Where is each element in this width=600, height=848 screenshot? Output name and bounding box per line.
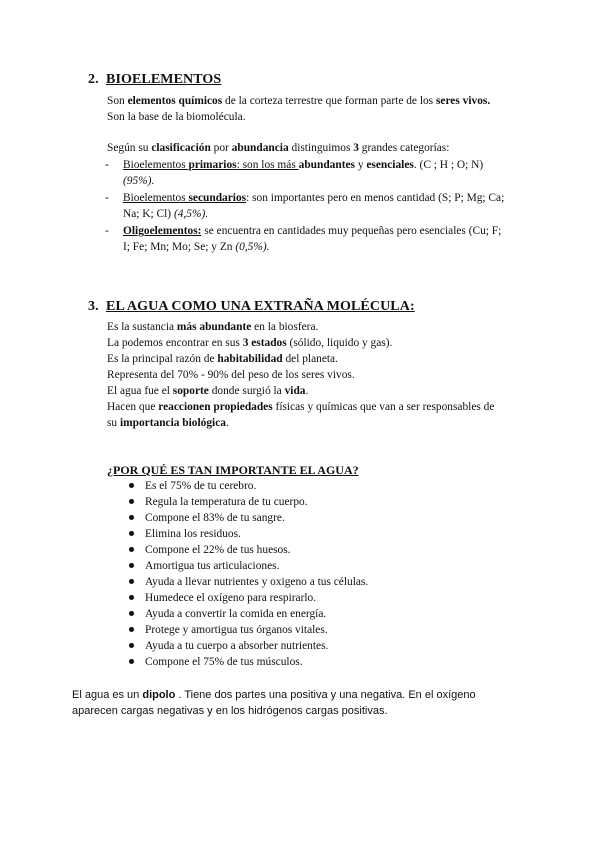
body-line-1 — [107, 319, 494, 335]
text: su — [107, 417, 120, 429]
bullet-dot-icon — [129, 643, 134, 648]
text: físicas y químicas que van a ser responsables de — [272, 401, 495, 413]
section-3-number: 3. — [88, 299, 99, 314]
dash-marker: - — [105, 225, 109, 237]
body-line-7 — [107, 415, 494, 431]
body-line-5 — [107, 383, 494, 399]
bold-text: primarios — [188, 159, 237, 171]
dash-marker: - — [105, 159, 109, 171]
italic-text: (95%). — [123, 175, 155, 187]
bullet-dot-icon — [129, 579, 134, 584]
dash-marker: - — [105, 192, 109, 204]
bold-text: abundancia — [231, 142, 289, 154]
bullet-dot-icon — [129, 515, 134, 520]
bullet-dot-icon — [129, 547, 134, 552]
text: Son — [107, 95, 128, 107]
bold-text: seres vivos. — [435, 95, 491, 107]
text: por — [210, 142, 232, 154]
bullet-item — [125, 494, 368, 510]
bullet-text: Ayuda a tu cuerpo a absorber nutrientes. — [145, 640, 329, 652]
bullet-text: Compone el 22% de tus huesos. — [145, 544, 291, 556]
bullet-item — [125, 478, 368, 494]
bold-text: 3 estados — [242, 337, 287, 349]
bold-text: reaccionen propiedades — [158, 401, 273, 413]
text: . — [225, 417, 229, 429]
text: Bioelementos — [123, 192, 189, 204]
text: (sólido, liquido y gas). — [286, 337, 393, 349]
text: aparecen cargas negativas y en los hidrógenos cargas positivas. — [72, 705, 388, 717]
bullet-item — [125, 622, 368, 638]
section-2-title: BIOELEMENTOS — [106, 72, 222, 87]
bullet-item — [125, 606, 368, 622]
bullet-text: Regula la temperatura de tu cuerpo. — [145, 496, 308, 508]
text: . (C ; H ; O; N) — [413, 159, 484, 171]
bullet-dot-icon — [129, 531, 134, 536]
bold-text: vida — [284, 385, 306, 397]
bold-text: secundarios — [188, 192, 247, 204]
intro-line-2: Son la base de la biomolécula. — [107, 111, 246, 123]
bullet-text: Elimina los residuos. — [145, 528, 241, 540]
list-item-secundarios — [105, 190, 545, 222]
bullet-dot-icon — [129, 611, 134, 616]
bullet-text: Compone el 75% de tus músculos. — [145, 656, 303, 668]
bold-text: 3 — [353, 142, 359, 154]
text: El agua es un — [72, 689, 143, 701]
section-2-heading — [88, 72, 221, 88]
body-line-2 — [107, 335, 494, 351]
bold-text: Oligoelementos: — [123, 225, 202, 237]
bullet-item — [125, 510, 368, 526]
text: donde surgió la — [208, 385, 285, 397]
text: : son los más — [236, 159, 299, 171]
why-heading: ¿POR QUÉ ES TAN IMPORTANTE EL AGUA? — [107, 463, 359, 477]
italic-text: (0,5%). — [235, 241, 270, 253]
text: : son importantes pero en menos cantidad (S; P; Mg; Ca; — [246, 192, 505, 204]
bullet-dot-icon — [129, 499, 134, 504]
text: en la biosfera. — [251, 321, 319, 333]
body-line-4: Representa del 70% - 90% del peso de los seres vivos. — [107, 369, 355, 381]
bullet-dot-icon — [129, 483, 134, 488]
text: distinguimos — [288, 142, 354, 154]
section-3-title: EL AGUA COMO UNA EXTRAÑA MOLÉCULA: — [106, 299, 415, 314]
text: La podemos encontrar en sus — [107, 337, 243, 349]
bold-text: clasificación — [151, 142, 211, 154]
bioelement-list — [105, 157, 545, 255]
bullet-text: Ayuda a llevar nutrientes y oxigeno a tus células. — [145, 576, 369, 588]
bold-text: más abundante — [176, 321, 252, 333]
list-item-oligoelementos — [105, 223, 545, 255]
text: . Tiene dos partes una positiva y una negativa. En el oxígeno — [175, 689, 476, 701]
bold-text: soporte — [172, 385, 209, 397]
text: Es la principal razón de — [107, 353, 218, 365]
bullet-text: Amortigua tus articulaciones. — [145, 560, 280, 572]
bullet-item — [125, 542, 368, 558]
bullet-text: Protege y amortigua tus órganos vitales. — [145, 624, 328, 636]
bullet-dot-icon — [129, 563, 134, 568]
text: . — [305, 385, 309, 397]
bold-text: elementos químicos — [127, 95, 223, 107]
text: de la corteza terrestre que forman parte de los — [222, 95, 436, 107]
bullet-item — [125, 574, 368, 590]
text: y — [354, 159, 367, 171]
bold-text: esenciales — [366, 159, 414, 171]
body-line-3 — [107, 351, 494, 367]
text: Es la sustancia — [107, 321, 177, 333]
bullet-item — [125, 638, 368, 654]
bullet-text: Ayuda a convertir la comida en energía. — [145, 608, 327, 620]
bullet-text: Es el 75% de tu cerebro. — [145, 480, 257, 492]
text: del planeta. — [282, 353, 338, 365]
bold-text: dipolo — [142, 689, 176, 701]
text: I; Fe; Mn; Mo; Se; y Zn — [123, 241, 236, 253]
bold-text: importancia biológica — [119, 417, 226, 429]
text: se encuentra en cantidades muy pequeñas pero esenciales (Cu; F; — [201, 225, 502, 237]
bold-text: habitabilidad — [217, 353, 283, 365]
text: Según su — [107, 142, 152, 154]
bullet-dot-icon — [129, 595, 134, 600]
bullet-item — [125, 526, 368, 542]
bold-text: abundantes — [298, 159, 355, 171]
bullet-item — [125, 654, 368, 670]
text: Na; K; Cl) — [123, 208, 174, 220]
bullet-text: Compone el 83% de tu sangre. — [145, 512, 285, 524]
text: Bioelementos — [123, 159, 189, 171]
section-2-intro — [107, 93, 490, 125]
bullet-dot-icon — [129, 659, 134, 664]
section-3-body — [107, 319, 494, 431]
list-item-primarios — [105, 157, 545, 189]
bullet-item — [125, 590, 368, 606]
text: grandes categorías: — [358, 142, 450, 154]
dipolo-paragraph — [72, 687, 542, 719]
classification-line — [107, 140, 449, 156]
intro-line-1 — [107, 93, 490, 109]
text: Hacen que — [107, 401, 159, 413]
body-line-6 — [107, 399, 494, 415]
text: El agua fue el — [107, 385, 173, 397]
bullet-text: Humedece el oxígeno para respirarlo. — [145, 592, 317, 604]
bullet-dot-icon — [129, 627, 134, 632]
section-3-heading — [88, 299, 415, 315]
section-2-number: 2. — [88, 72, 99, 87]
bullet-item — [125, 558, 368, 574]
why-bullet-list — [125, 478, 368, 670]
italic-text: (4,5%). — [173, 208, 209, 220]
